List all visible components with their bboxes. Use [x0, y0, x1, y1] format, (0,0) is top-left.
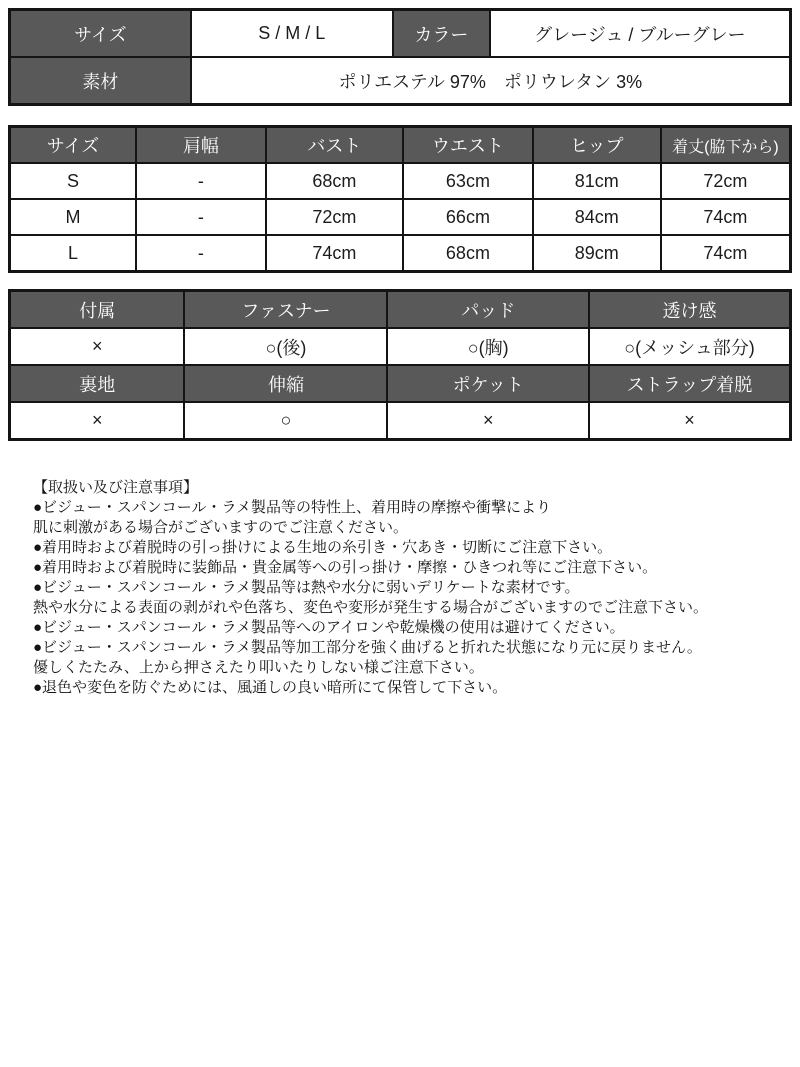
- measurements-table: [8, 125, 792, 273]
- measurements-header-row: [10, 127, 791, 164]
- table-row-size-l: [10, 235, 791, 272]
- material-value: ポリエステル 97% ポリウレタン 3%: [191, 57, 791, 105]
- column-header: ウエスト: [403, 127, 533, 164]
- column-header: ヒップ: [533, 127, 661, 164]
- color-value: グレージュ / ブルーグレー: [490, 10, 791, 58]
- notes-line: ●ビジュー・スパンコール・ラメ製品等の特性上、着用時の摩擦や衝撃により: [33, 499, 552, 516]
- hip-cell: 89cm: [533, 235, 661, 272]
- size-label: サイズ: [10, 10, 191, 58]
- waist-cell: 66cm: [403, 199, 533, 235]
- column-header: パッド: [387, 291, 588, 329]
- accessory-cell: ×: [10, 328, 185, 365]
- waist-cell: 63cm: [403, 163, 533, 199]
- material-label: 素材: [10, 57, 191, 105]
- column-header: 伸縮: [184, 365, 387, 402]
- notes-line: ●ビジュー・スパンコール・ラメ製品等へのアイロンや乾燥機の使用は避けてください。: [33, 619, 625, 636]
- column-header: バスト: [266, 127, 403, 164]
- hip-cell: 84cm: [533, 199, 661, 235]
- shoulder-cell: -: [136, 163, 266, 199]
- fastener-cell: ○(後): [184, 328, 387, 365]
- lining-cell: ×: [10, 402, 185, 440]
- bust-cell: 74cm: [266, 235, 403, 272]
- column-header: ポケット: [387, 365, 588, 402]
- pad-cell: ○(胸): [387, 328, 588, 365]
- bust-cell: 72cm: [266, 199, 403, 235]
- column-header: 裏地: [10, 365, 185, 402]
- table-row: [10, 10, 791, 58]
- notes-line: ●ビジュー・スパンコール・ラメ製品等は熱や水分に弱いデリケートな素材です。: [33, 579, 580, 596]
- features-table: [8, 289, 792, 441]
- features-value-row-2: [10, 402, 791, 440]
- length-cell: 72cm: [661, 163, 791, 199]
- notes-line: 肌に刺激がある場合がございますのでご注意ください。: [33, 519, 409, 536]
- notes-line: ●着用時および着脱時の引っ掛けによる生地の糸引き・穴あき・切断にご注意下さい。: [33, 539, 613, 556]
- table-row: [10, 57, 791, 105]
- table-row-size-s: [10, 163, 791, 199]
- sheerness-cell: ○(メッシュ部分): [589, 328, 791, 365]
- length-cell: 74cm: [661, 235, 791, 272]
- waist-cell: 68cm: [403, 235, 533, 272]
- column-header: 透け感: [589, 291, 791, 329]
- pocket-cell: ×: [387, 402, 588, 440]
- notes-line: ●着用時および着脱時に装飾品・貴金属等への引っ掛け・摩擦・ひきつれ等にご注意下さい。: [33, 559, 658, 576]
- size-cell: S: [10, 163, 137, 199]
- features-header-row-1: [10, 291, 791, 329]
- handling-notes: [33, 478, 793, 698]
- notes-line: ●退色や変色を防ぐためには、風通しの良い暗所にて保管して下さい。: [33, 679, 508, 696]
- notes-line: ●ビジュー・スパンコール・ラメ製品等加工部分を強く曲げると折れた状態になり元に戻りません。: [33, 639, 702, 656]
- column-header: ファスナー: [184, 291, 387, 329]
- features-value-row-1: [10, 328, 791, 365]
- column-header: 着丈(脇下から): [661, 127, 791, 164]
- column-header: ストラップ着脱: [589, 365, 791, 402]
- strap-cell: ×: [589, 402, 791, 440]
- notes-line: 熱や水分による表面の剥がれや色落ち、変色や変形が発生する場合がございますのでご注意下さい。: [33, 599, 709, 616]
- spec-summary-table: [8, 8, 792, 106]
- size-cell: M: [10, 199, 137, 235]
- size-value: S / M / L: [191, 10, 393, 58]
- size-cell: L: [10, 235, 137, 272]
- column-header: サイズ: [10, 127, 137, 164]
- table-row-size-m: [10, 199, 791, 235]
- stretch-cell: ○: [184, 402, 387, 440]
- length-cell: 74cm: [661, 199, 791, 235]
- shoulder-cell: -: [136, 199, 266, 235]
- bust-cell: 68cm: [266, 163, 403, 199]
- shoulder-cell: -: [136, 235, 266, 272]
- column-header: 肩幅: [136, 127, 266, 164]
- color-label: カラー: [393, 10, 490, 58]
- features-header-row-2: [10, 365, 791, 402]
- column-header: 付属: [10, 291, 185, 329]
- hip-cell: 81cm: [533, 163, 661, 199]
- notes-line: 優しくたたみ、上から押さえたり叩いたりしない様ご注意下さい。: [33, 659, 484, 676]
- notes-title: 【取扱い及び注意事項】: [33, 479, 199, 496]
